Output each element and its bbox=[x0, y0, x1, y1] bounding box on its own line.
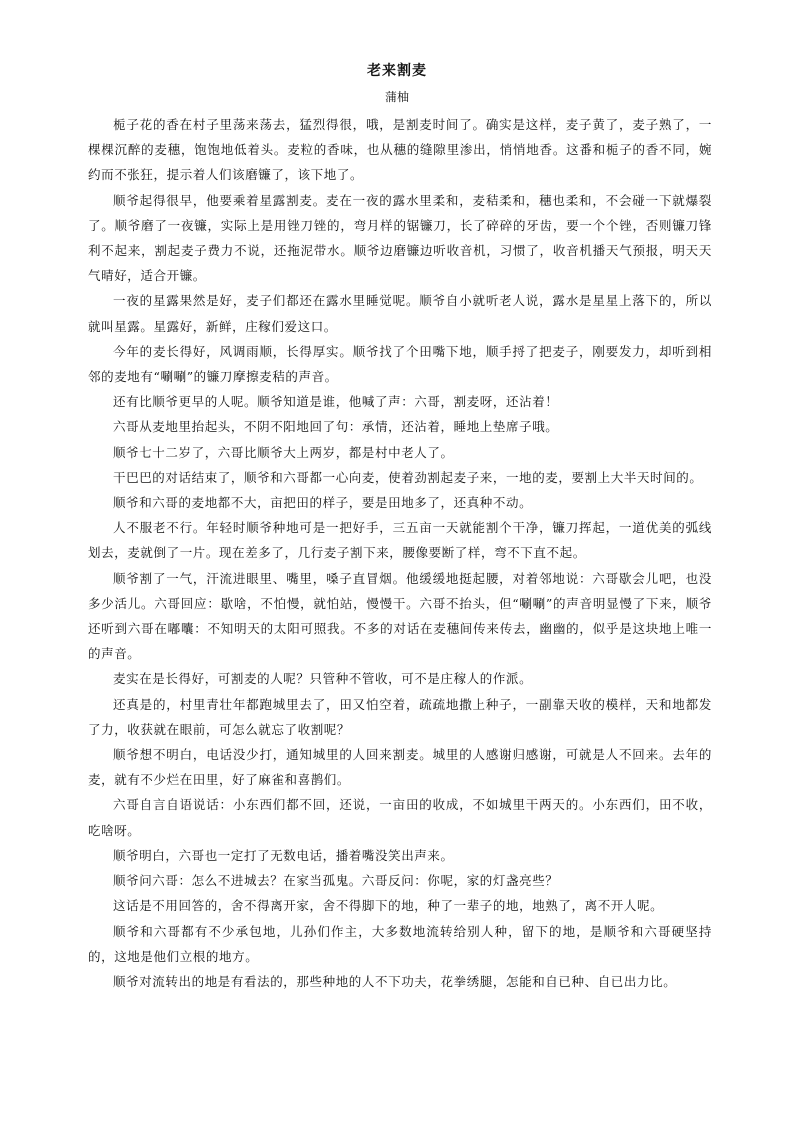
paragraph: 今年的麦长得好，风调雨顺，长得厚实。顺爷找了个田嘴下地，顺手捋了把麦子，刚要发力，却听到相邻的麦地有“唰唰”的镰刀摩擦麦秸的声音。 bbox=[88, 343, 712, 385]
paragraph: 顺爷对流转出的地是有看法的，那些种地的人不下功夫，花拳绣腿，怎能和自已种、自已出力比。 bbox=[113, 973, 677, 989]
article-author: 蒲柚 bbox=[384, 90, 409, 104]
paragraph: 麦实在是长得好，可割麦的人呢？只管种不管收，可不是庄稼人的作派。 bbox=[113, 671, 533, 687]
paragraph: 顺爷和六哥都有不少承包地，儿孙们作主，大多数地流转给别人种，留下的地，是顺爷和六哥硬坚持的，这地是他们立根的地方。 bbox=[88, 923, 712, 964]
paragraph: 一夜的星露果然是好，麦子们都还在露水里睡觉呢。顺爷自小就听老人说，露水是星星上落下的，所以就叫星露。星露好，新鲜，庄稼们爱这口。 bbox=[88, 293, 712, 334]
paragraph: 顺爷想不明白，电话没少打，通知城里的人回来割麦。城里的人感谢归感谢，可就是人不回来。去年的麦，就有不少烂在田里，好了麻雀和喜鹊们。 bbox=[88, 747, 712, 788]
paragraph: 六哥自言自语说话：小东西们都不回，还说，一亩田的收成，不如城里干两天的。小东西们，田不收，吃啥呀。 bbox=[88, 797, 712, 838]
paragraph: 人不服老不行。年轻时顺爷种地可是一把好手，三五亩一天就能割个干净，镰刀挥起，一道优美的弧线划去，麦就倒了一片。现在差多了，几行麦子割下来，腰像要断了样，弯不下直不起。 bbox=[88, 520, 712, 561]
paragraph: 顺爷明白，六哥也一定打了无数电话，播着嘴没笑出声来。 bbox=[113, 847, 454, 863]
paragraph: 顺爷和六哥的麦地都不大，亩把田的样子，要是田地多了，还真种不动。 bbox=[113, 495, 533, 511]
paragraph: 还真是的，村里青壮年都跑城里去了，田又怕空着，疏疏地撒上种子，一副靠天收的模样，天和地都发了力，收获就在眼前，可怎么就忘了收割呢？ bbox=[88, 696, 712, 737]
paragraph: 还有比顺爷更早的人呢。顺爷知道是谁，他喊了声：六哥，割麦呀，还沾着！ bbox=[113, 394, 559, 410]
paragraph: 顺爷问六哥：怎么不进城去？在家当孤鬼。六哥反问：你呢，家的灯盏亮些？ bbox=[113, 873, 559, 889]
paragraph: 顺爷割了一气，汗流进眼里、嘴里，嗓子直冒烟。他缓缓地挺起腰，对着邻地说：六哥歇会儿吧，也没多少活儿。六哥回应：歇啥，不怕慢，就怕站，慢慢干。六哥不抬头，但“唰唰”的声音明显慢了下来，顺爷还听到六哥在嘟囔：不知明天的太阳可照我。不多的对话在麦穗间传来传去，幽幽的，似乎是这块地上唯一的声音。 bbox=[88, 570, 712, 662]
paragraph: 栀子花的香在村子里荡来荡去，猛烈得很，哦，是割麦时间了。确实是这样，麦子黄了，麦子熟了，一棵棵沉醉的麦穗，饱饱地低着头。麦粒的香味，也从穗的缝隙里渗出，悄悄地香。这番和栀子的香不同，婉约而不张狂，提示着人们该磨镰了，该下地了。 bbox=[88, 117, 712, 183]
paragraph: 顺爷起得很早，他要乘着星露割麦。麦在一夜的露水里柔和，麦秸柔和，穗也柔和，不会碰一下就爆裂了。顺爷磨了一夜镰，实际上是用锉刀锉的，弯月样的锯镰刀，长了碎碎的牙齿，要一个个锉，否则镰刀锋利不起来，割起麦子费力不说，还拖泥带水。顺爷边磨镰边听收音机，习惯了，收音机播天气预报，明天天气晴好，适合开镰。 bbox=[88, 192, 712, 284]
article-title: 老来割麦 bbox=[367, 63, 427, 79]
paragraph: 这话是不用回答的，舍不得离开家，舍不得脚下的地，种了一辈子的地，地熟了，离不开人呢。 bbox=[113, 898, 664, 914]
paragraph: 六哥从麦地里抬起头，不阴不阳地回了句：承情，还沾着，睡地上垫席子哦。 bbox=[113, 419, 559, 435]
paragraph: 干巴巴的对话结束了，顺爷和六哥都一心向麦，使着劲割起麦子来，一地的麦，要割上大半天时间的。 bbox=[113, 469, 703, 485]
paragraph: 顺爷七十二岁了，六哥比顺爷大上两岁，都是村中老人了。 bbox=[113, 444, 454, 460]
article-body bbox=[88, 112, 712, 994]
